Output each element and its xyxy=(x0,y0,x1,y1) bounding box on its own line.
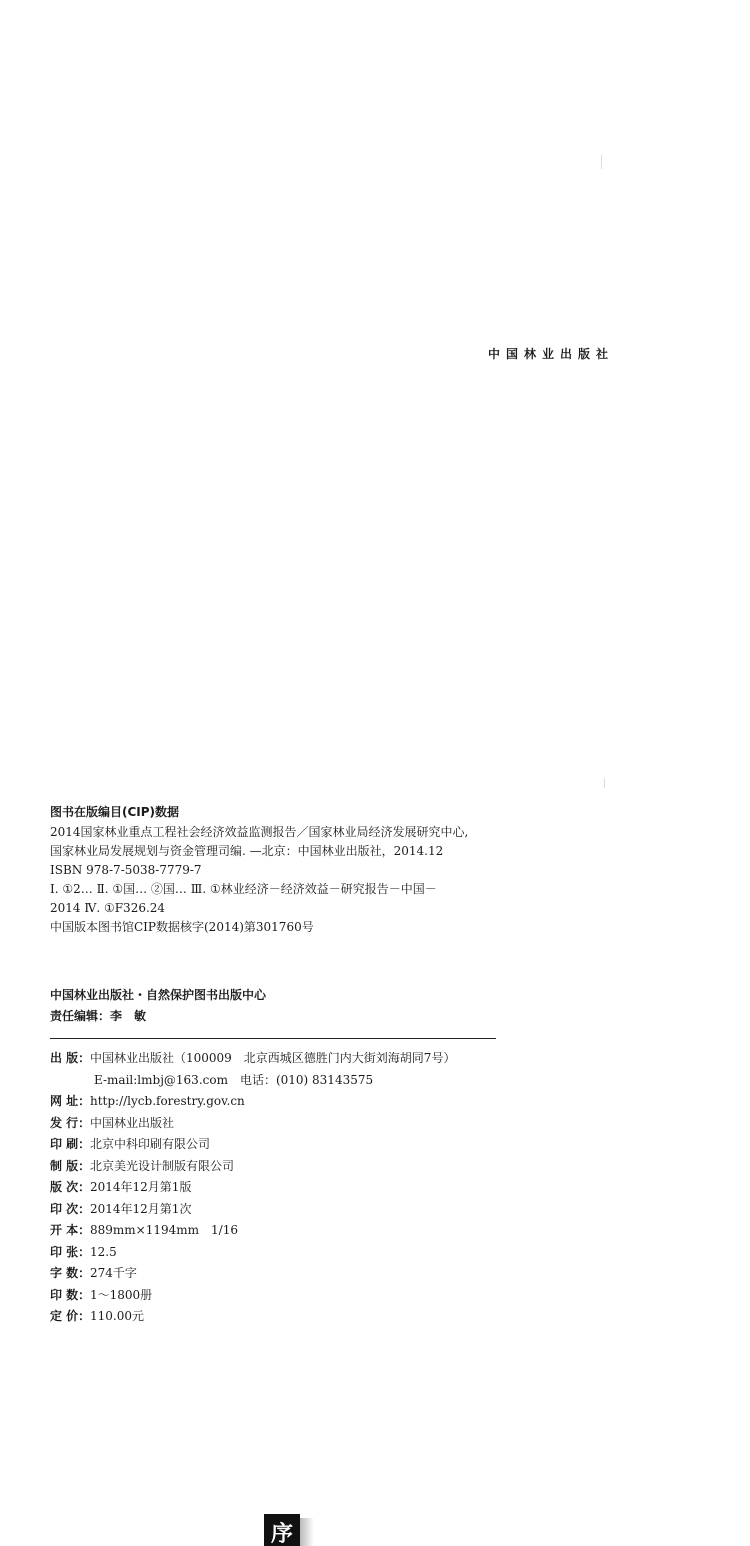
detail-value: 110.00元 xyxy=(90,1309,144,1323)
divider xyxy=(50,1038,496,1039)
detail-value: 北京美光设计制版有限公司 xyxy=(90,1158,235,1173)
detail-value: 274千字 xyxy=(90,1266,137,1280)
detail-value: http://lycb.forestry.gov.cn xyxy=(90,1094,245,1108)
cip-line-title: 2014国家林业重点工程社会经济效益监测报告／国家林业局经济发展研究中心, xyxy=(50,825,469,839)
detail-value: 889mm×1194mm 1/16 xyxy=(90,1223,238,1237)
detail-value: 2014年12月第1次 xyxy=(90,1201,192,1216)
preface-tab-shadow xyxy=(300,1518,314,1546)
detail-value: 北京中科印刷有限公司 xyxy=(90,1137,211,1151)
detail-label: 发 行： xyxy=(50,1115,91,1130)
detail-label-blank xyxy=(50,1070,90,1092)
detail-value: 1～1800册 xyxy=(90,1287,153,1302)
detail-row-distribute xyxy=(50,1113,510,1135)
detail-label: 印 数： xyxy=(50,1287,91,1302)
cip-line-editors: 国家林业局发展规划与资金管理司编. —北京：中国林业出版社，2014.12 xyxy=(50,844,444,858)
detail-label: 印 次： xyxy=(50,1201,91,1216)
cip-line-classification-cont: 2014 Ⅳ. ①F326.24 xyxy=(50,901,166,915)
detail-row-format xyxy=(50,1220,510,1242)
detail-row-words xyxy=(50,1263,510,1285)
detail-label: 版 次： xyxy=(50,1180,91,1194)
imprint-editor xyxy=(50,1006,510,1027)
scan-mark xyxy=(604,778,605,788)
scan-mark xyxy=(601,155,602,169)
imprint-center: 中国林业出版社・自然保护图书出版中心 xyxy=(50,988,267,1002)
cip-line-isbn: ISBN 978-7-5038-7779-7 xyxy=(50,863,202,877)
detail-value: 12.5 xyxy=(90,1244,117,1259)
detail-row-price xyxy=(50,1306,510,1328)
imprint-header xyxy=(50,985,510,1027)
detail-label: 网 址： xyxy=(50,1094,91,1108)
cip-line-record-number: 中国版本图书馆CIP数据核字(2014)第301760号 xyxy=(50,920,314,934)
detail-label: 出 版： xyxy=(50,1051,91,1065)
detail-value: 2014年12月第1版 xyxy=(90,1180,192,1194)
detail-row-website xyxy=(50,1091,510,1113)
detail-row-copies xyxy=(50,1285,510,1307)
cip-heading: 图书在版编目(CIP)数据 xyxy=(50,805,180,819)
detail-label: 字 数： xyxy=(50,1266,91,1280)
detail-value: 中国林业出版社 xyxy=(90,1115,175,1130)
detail-value: 中国林业出版社（100009 北京西城区德胜门内大街刘海胡同7号） xyxy=(90,1051,456,1065)
detail-label: 印 张： xyxy=(50,1244,91,1259)
detail-row-publish xyxy=(50,1048,510,1070)
detail-row-print xyxy=(50,1134,510,1156)
editor-label: 责任编辑： xyxy=(50,1009,111,1023)
detail-row-impression xyxy=(50,1199,510,1221)
detail-label: 制 版： xyxy=(50,1158,91,1173)
detail-row-sheets xyxy=(50,1242,510,1264)
detail-row-plate xyxy=(50,1156,510,1178)
detail-label: 定 价： xyxy=(50,1309,91,1323)
detail-label: 开 本： xyxy=(50,1223,91,1237)
detail-row-contact xyxy=(50,1070,510,1092)
publisher-name: 中国林业出版社 xyxy=(488,347,615,361)
detail-label: 印 刷： xyxy=(50,1137,91,1151)
imprint-details xyxy=(50,1048,510,1328)
detail-value: E-mail:lmbj@163.com 电话：(010) 83143575 xyxy=(94,1072,374,1087)
preface-tab-mark: 序 xyxy=(264,1514,300,1546)
cip-block xyxy=(50,804,510,937)
editor-name: 李 敏 xyxy=(110,1009,147,1023)
detail-row-edition xyxy=(50,1177,510,1199)
cip-line-classification: Ⅰ. ①2… Ⅱ. ①国… ②国… Ⅲ. ①林业经济－经济效益－研究报告－中国－ xyxy=(50,882,437,896)
